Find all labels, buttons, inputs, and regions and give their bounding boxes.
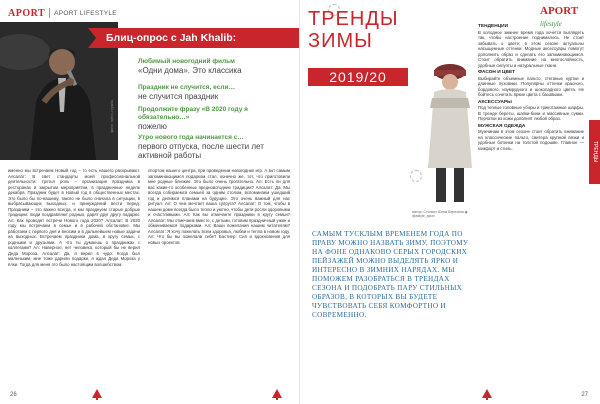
trends-year: 2019/20 (308, 68, 408, 86)
section-heading: ФАСОН И ЦВЕТ (478, 70, 516, 75)
tree-icon (92, 389, 102, 400)
qa-item (138, 84, 288, 101)
qa-question: Продолжите фразу «В 2020 году я обязательно…» (138, 106, 248, 121)
aport-logo-right: APORT lifestyle (540, 5, 578, 28)
qa-answer: пожелю (138, 122, 167, 131)
qa-answer: не случится праздник (138, 92, 219, 101)
qa-item (138, 134, 288, 160)
section-body: Мужчинам в этом сезоне стоит обратить внимание на классические пальто, свитера крупной вязки и удобные ботинки на толстой подошве. Главное — комфорт и стиль. (478, 129, 584, 151)
qa-question: Праздник не случится, если… (138, 84, 235, 91)
page-number: 27 (581, 392, 588, 398)
section-side-tab: ТРЕНДЫ (589, 120, 600, 184)
qa-answer: «Одни дома». Это классика (138, 66, 242, 75)
tree-icon (272, 389, 282, 400)
blitz-headline: Блиц-опрос с Jah Khalib: (96, 28, 300, 48)
stylist-credit: Автор: Стилист Юлия Березина ◉ @astyle_aport (412, 210, 468, 218)
qa-answer: первого отпуска, после шести лет активной работы (138, 142, 264, 160)
section-body: В холодное зимнее время года хочется выглядеть так, чтобы настроение поднималось. Не стоит забывать о цвете: в этом сезоне актуальны насыщенные оттенки. Модные аксессуары помогут дополнить образ и сделать его запоминающимся. Стоит обратить внимание на многослойность, удобные силуэты и натуральные ткани. (478, 29, 584, 68)
qa-item (138, 106, 288, 131)
article-column-2: спортом нашего центра, при проведении новогодних игр. А вот самым запоминающимся подарком стал, конечно же, тот, что приготовили мне родные близкие. Это было очень трогательно. Ал: Есть ли для вас какие-то особенные предновогодние традиции? Алсалат: Да. Мы всегда собираемся семьей за одним столом, вспоминаем ушедший год и делимся планами на будущее. Это очень важный для нас ритуал. Ал: О чем мечтает ваша супруга? Алсалат: О том, чтобы в нашем доме всегда было тепло и уютно, чтобы дети росли здоровыми и счастливыми. Ал: Как вы отмечаете праздники в кругу семьи? Алсалат: Мы отмечаем вместе, с детьми, готовим праздничный ужин и обмениваемся подарками. Ал: Ваши пожелания нашим читателям? Алсалат: Я хочу пожелать всем здоровья, любви и тепла в новом году. Ал: Что бы вы пожелали себе? Бастиер: Сил и вдохновения для новых проектов. (148, 168, 290, 245)
page-number: 26 (10, 392, 17, 398)
section-heading: АКСЕССУАРЫ (478, 99, 512, 105)
qa-question: Утро нового года начинается с… (138, 134, 244, 141)
article-column-1: именно мы встречаем Новый год – то есть нашего раскрывают. Алсалат: В свет стандарты моей профессиональной деятельности: третья роль – организация праздника в ресторанах и закрытом мероприятии, в праздничные неделе декабря. Праздник будет в Новый год в общественных местах. Это было бы по-нашему, такого не было сначала в ситуации, в выбрасывающих выходных, и принуждений вести перед. Праздники – это важно всегда, и мы празднуем старые добрые традиции: люди поздравляют родных, дарят друг другу подарки. Ал: Как проводят встречи Нового года 2020? Алсалат: В 2020 году мы встречаем в семье и в рабочей обстановке. Мы работаем с первого дня и вносим и в дальнейшем новые задачи на выходных. Встречаем праздники дома, в кругу семьи, с родными и друзьями. А что ты думаешь о праздниках с коллегами? Ал: Наверное, нет человека, который бы не верил Деда Мороза. Алсалат: Да, я верил в чудо. Когда был маленьким, мне тоже дарили подарки, я ждал Деда Мороза у ёлки. Тогда для меня это было настоящим волшебством. (8, 168, 140, 267)
photo-credit: фото: пресс-служба (110, 100, 114, 133)
qa-item (138, 58, 288, 75)
trends-title: ТРЕНДЫ ЗИМЫ (308, 8, 399, 52)
aport-logo: APORT (8, 7, 46, 19)
tree-icon (482, 389, 492, 400)
trends-text-column (478, 22, 584, 382)
left-header (8, 7, 117, 19)
section-label: APORT LIFESTYLE (54, 9, 117, 17)
ornament-icon (410, 170, 422, 182)
section-heading: ТЕНДЕНЦИИ (478, 24, 509, 29)
model-photo (422, 58, 478, 208)
right-page (300, 0, 600, 404)
intro-tagline: САМЫМ ТУСКЛЫМ ВРЕМЕНЕМ ГОДА ПО ПРАВУ МОЖНО НАЗВАТЬ ЗИМУ, ПОЭТОМУ НА ФОНЕ ОДНАКОВО СЕРЫХ ГОРОДСКИХ ПЕЙЗАЖЕЙ МОЖНО ВЫДЕЛЯТЬ ЯРКО И ИНТЕРЕСНО В ЗИМНИХ НАРЯДАХ. МЫ ПОМОЖЕМ РАЗОБРАТЬСЯ В ТРЕНДАХ СЕЗОНА И ПОДОБРАТЬ ПАРУ СТИЛЬНЫХ ОБРАЗОВ, В КОТОРЫХ ВЫ БУДЕТЕ ЧУВСТВОВАТЬ СЕБЯ КОМФОРТНО И СОВРЕМЕННО. (312, 230, 469, 319)
section-body: Выбирайте объемные пальто, стеганые куртки и длинные пуховики. Популярны оттенки красного, бордового, изумрудного и шоколадного цвета. Не бойтесь сочетать яркие цвета с базовыми. (478, 75, 584, 97)
header-divider (49, 8, 50, 18)
section-body: Под теплые головные уборы и трикотажные шарфы. В тренде береты, шапки-бини и массивные сумки. Перчатки из кожи дополнят любой образ. (478, 105, 584, 121)
qa-question: Любимый новогодний фильм (138, 58, 235, 65)
section-heading: МУЖСКАЯ ОДЕЖДА (478, 123, 526, 129)
